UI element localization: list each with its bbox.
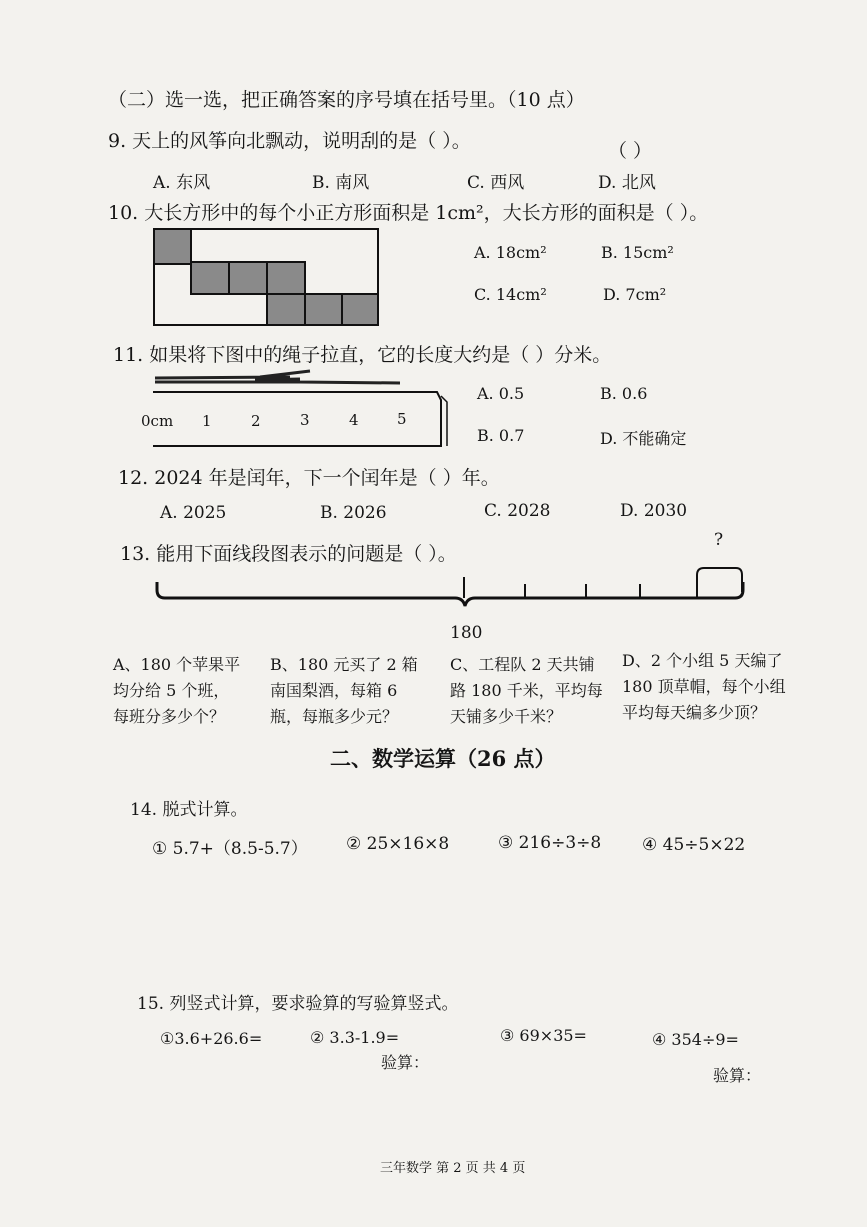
- q11-option-b: B. 0.6: [600, 384, 648, 403]
- q13-option-b: B、180 元买了 2 箱 南国梨酒，每箱 6 瓶，每瓶多少元？: [270, 655, 418, 726]
- check-label-2: 验算：: [381, 1053, 430, 1072]
- q10-option-b: B. 15cm²: [601, 243, 674, 262]
- ruler-label-4: 4: [349, 411, 359, 429]
- question-13-stem: 13. 能用下面线段图表示的问题是（ ）。: [120, 543, 457, 565]
- q15-item-4: ④ 354÷9=: [652, 1030, 739, 1049]
- q14-item-4: ④ 45÷5×22: [642, 835, 746, 855]
- rectangle-grid-figure: [154, 229, 378, 325]
- segment-total-label: 180: [450, 623, 483, 643]
- ruler-label-1: 1: [202, 412, 212, 430]
- q12-option-d: D. 2030: [620, 501, 688, 521]
- q15-item-3: ③ 69×35=: [500, 1026, 587, 1045]
- section-title-choice: （二）选一选，把正确答案的序号填在括号里。（10 点）: [108, 89, 585, 111]
- q15-item-2: ② 3.3-1.9=: [310, 1028, 400, 1047]
- q9-option-c: C. 西风: [467, 173, 525, 193]
- q15-item-1: ①3.6+26.6=: [160, 1029, 263, 1048]
- q9-option-b: B. 南风: [312, 173, 370, 193]
- q12-option-b: B. 2026: [320, 503, 387, 523]
- q11-option-d: D. 不能确定: [600, 429, 687, 448]
- q13-option-c: C、工程队 2 天共铺 路 180 千米，平均每 天铺多少千米？: [450, 655, 603, 726]
- question-14-stem: 14. 脱式计算。: [130, 800, 248, 820]
- q13-option-a: A、180 个苹果平 均分给 5 个班， 每班分多少个？: [113, 655, 241, 726]
- q14-item-3: ③ 216÷3÷8: [498, 833, 602, 853]
- question-9-stem: 9. 天上的风筝向北飘动，说明刮的是（ ）。: [108, 130, 471, 152]
- question-10-stem: 10. 大长方形中的每个小正方形面积是 1cm²，大长方形的面积是（ ）。: [108, 202, 709, 224]
- q9-option-d: D. 北风: [598, 173, 656, 193]
- segment-question-mark: ?: [714, 530, 724, 550]
- question-15-stem: 15. 列竖式计算，要求验算的写验算竖式。: [137, 994, 459, 1014]
- q11-option-c: B. 0.7: [477, 426, 525, 445]
- q9-option-a: A. 东风: [153, 173, 211, 193]
- answer-parenthesis: （ ）: [608, 140, 653, 162]
- q10-option-c: C. 14cm²: [474, 285, 547, 304]
- check-label-4: 验算：: [713, 1066, 762, 1085]
- q13-option-d: D、2 个小组 5 天编了 180 顶草帽，每个小组 平均每天编多少顶？: [622, 651, 786, 722]
- q14-item-1: ① 5.7+（8.5-5.7）: [152, 839, 308, 859]
- q12-option-a: A. 2025: [160, 503, 227, 523]
- ruler-label-5: 5: [397, 410, 407, 428]
- q12-option-c: C. 2028: [484, 501, 551, 521]
- segment-diagram: [157, 568, 743, 606]
- page-footer: 三年数学 第 2 页 共 4 页: [380, 1161, 526, 1176]
- q11-option-a: A. 0.5: [477, 384, 525, 403]
- ruler-label-2: 2: [251, 412, 261, 430]
- rope-and-ruler-figure: [153, 371, 447, 446]
- section-title-arithmetic: 二、数学运算（26 点）: [330, 746, 556, 771]
- ruler-label-0: 0cm: [141, 412, 174, 430]
- q14-item-2: ② 25×16×8: [346, 834, 450, 854]
- ruler-label-3: 3: [300, 411, 310, 429]
- question-12-stem: 12. 2024 年是闰年，下一个闰年是（ ）年。: [118, 467, 500, 489]
- q10-option-d: D. 7cm²: [603, 285, 667, 304]
- q10-option-a: A. 18cm²: [474, 243, 547, 262]
- question-11-stem: 11. 如果将下图中的绳子拉直，它的长度大约是（ ）分米。: [113, 344, 612, 366]
